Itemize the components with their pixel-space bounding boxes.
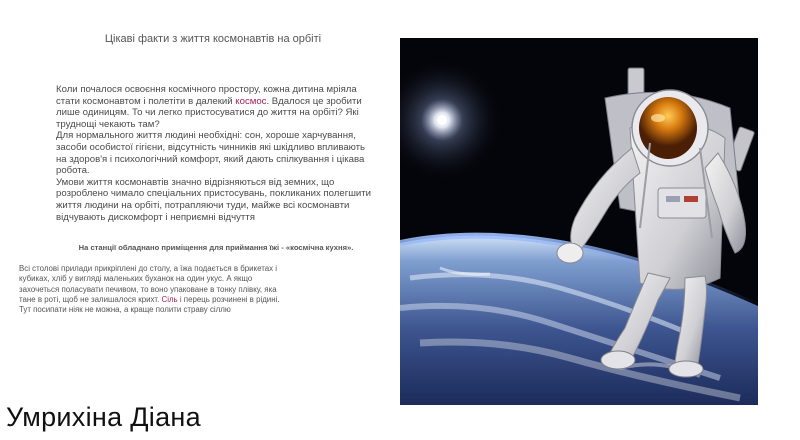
sun-icon: [437, 115, 447, 125]
details-text: [19, 264, 289, 315]
author-name: Умрихіна Діана: [6, 402, 201, 432]
page-title: Цікаві факти з життя космонавтів на орбіті: [104, 33, 322, 45]
intro-paragraph-2: Для нормального життя людині необхідні: сон, хороше харчування, засоби особистої гігієни, відсутність чинників які шкідливо впливають на здоров'я і психологічний комфорт, який дають спілкування і цікава робота.: [56, 130, 366, 177]
intro-p1-end: . Вдалося це зробити лише одиницям. То чи легко пристосуватися до життя на орбіті? Які труднощі чекають там?: [56, 95, 362, 130]
details-start: Всі столові прилади прикріплені до столу, а їжа подається в брикетах і кубиках, хліб у вигляді маленьких буханок на один укус. А якщо захочеться поласувати печивом, то воно упаковане в тонку плівку, яка тане в роті, щоб не залишалося крихт.: [19, 264, 278, 304]
astronaut-photo: [400, 38, 758, 405]
cosmos-link[interactable]: космос: [235, 95, 267, 107]
details-end: і перець розчинені в рідині. Тут посипати ніяк не можна, а краще полити страву сіллю: [19, 294, 280, 315]
intro-p1-start: Коли почалося освоєння космічного простору, кожна дитина мріяла стати космонавтом і полетіти в далекий: [56, 84, 357, 107]
intro-paragraph-3: Умови життя космонавтів значно відрізняються від земних, що розроблено чимало спеціальних пристосувань, покликаних полегшити життя людини на орбіті, потрапляючи туди, майже всі космонавти відчувають дискомфорт і неприємні відчуття: [56, 176, 372, 223]
salt-link[interactable]: Сіль: [161, 294, 178, 304]
details-paragraph: [19, 264, 289, 315]
kitchen-subheading: На станції обладнано приміщення для приймання їжі - «космічна кухня».: [78, 243, 354, 252]
intro-paragraph-1: [56, 84, 374, 130]
intro-text: [56, 84, 374, 223]
